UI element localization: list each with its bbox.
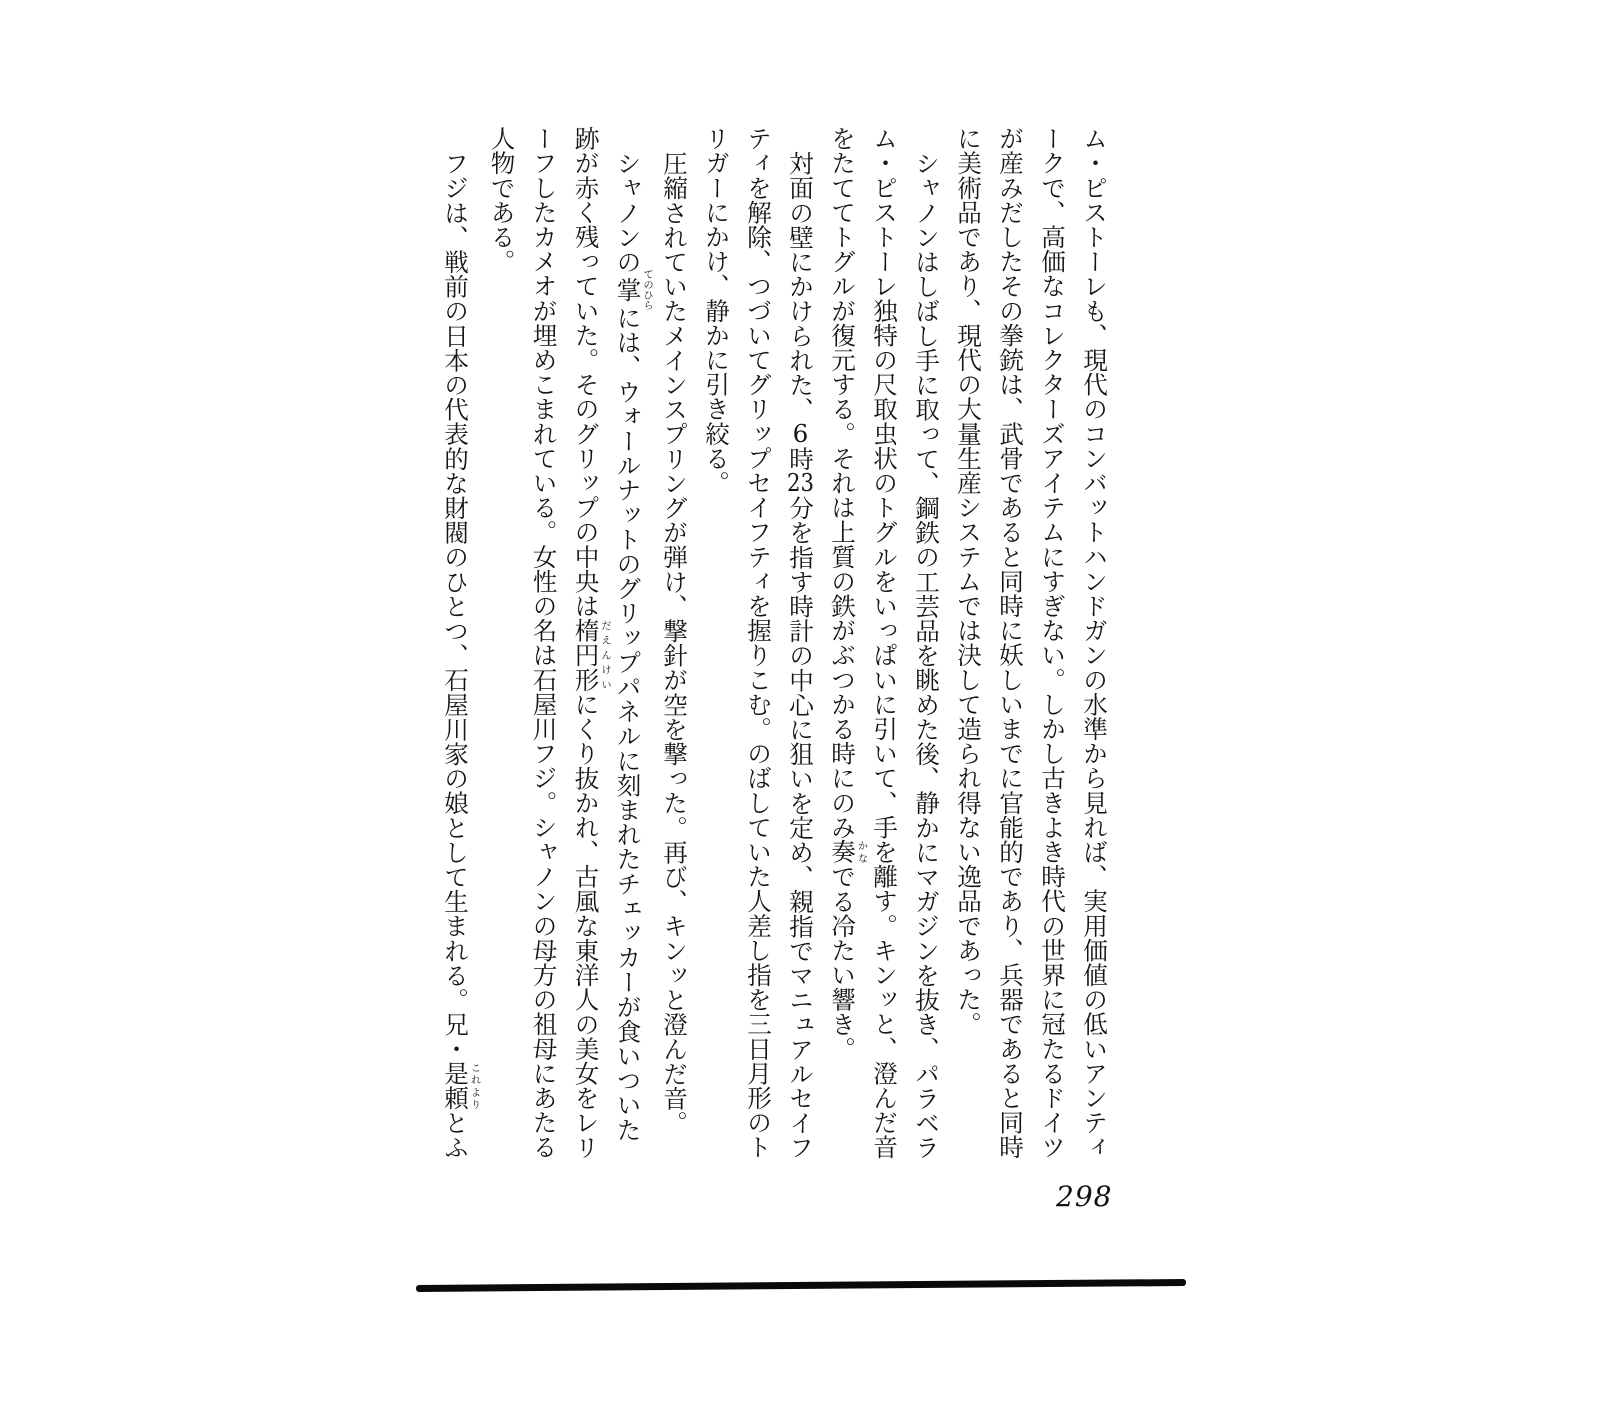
paragraph-1 [947, 126, 1115, 1162]
text-run: 圧縮されていたメインスプリングが弾け、撃針が空を撃った。再び、キンッと澄んだ音。 [660, 150, 689, 1135]
furigana: だえんけい [599, 618, 611, 692]
text-run: とふ [441, 1110, 470, 1160]
text-run: にくり抜かれ、古風な東洋人の美女をレリーフしたカメオが埋めこまれている。女性の名は石屋川フジ。シャノンの母方の祖母にあたる人物である。 [487, 126, 601, 1160]
ruby-base: 是頼これより [441, 1060, 481, 1110]
furigana: かな [855, 839, 868, 865]
footer-rule [416, 1279, 1186, 1292]
paragraph-5 [481, 126, 654, 1162]
text-run: ム・ピストーレも、現代のコンバットハンドガンの水準から見れば、実用価値の低いアンティークで、高価なコレクターズアイテムにすぎない。しかし古きよき時代の世界に冠たるドイツが産みだしたその拳銃は、武骨であると同時に妖しいまでに官能的であり、兵器であると同時に美術品であり、現代の大量生産システムでは決して造られ得ない逸品であった。 [954, 126, 1109, 1160]
page-number: 298 [1056, 1180, 1113, 1213]
paragraph-2 [821, 126, 947, 1162]
furigana: てのひら [641, 268, 653, 310]
paragraph-6 [434, 126, 481, 1162]
text-run: には、ウォールナットのグリップパネルに刻まれたチェッカーが食いついた跡が赤く残っていた。そのグリップの中央は [571, 126, 643, 1142]
tatechuyoko-number: 23 [786, 470, 815, 495]
text-run: 時 [786, 445, 815, 471]
text-run: 対面の壁にかけられた、 [786, 150, 815, 422]
text-run: 分を指す時計の中心に狙いを定め、親指でマニュアルセイフティを解除、つづいてグリップセイフティを握りこむ。のばしていた人差し指を三日月形のトリガーにかけ、静かに引き絞る。 [702, 126, 815, 1160]
ruby-base: 楕円形だえんけい [571, 618, 611, 692]
furigana: これより [468, 1060, 481, 1110]
paragraph-4 [653, 126, 695, 1162]
text-run: シャノンの [613, 150, 643, 274]
vertical-text-block [443, 126, 1115, 1162]
paragraph-3 [695, 126, 821, 1162]
text-run: シャノンはしばし手に取って、鋼鉄の工芸品を眺めた後、静かにマガジンを抜き、パラベラム・ピストーレ独特の尺取虫状のトグルをいっぱいに引いて、手を離す。キンッと、澄んだ音をたててトグルが復元する。それは上質の鉄がぶつかる時にのみ [828, 126, 941, 1160]
text-run: でる冷たい響き。 [828, 864, 857, 1061]
tatechuyoko-number: 6 [792, 421, 809, 446]
ruby-base: 奏かな [828, 839, 868, 865]
ruby-base: 掌てのひら [613, 268, 653, 310]
text-run: フジは、戦前の日本の代表的な財閥のひとつ、石屋川家の娘として生まれる。兄・ [441, 150, 470, 1061]
